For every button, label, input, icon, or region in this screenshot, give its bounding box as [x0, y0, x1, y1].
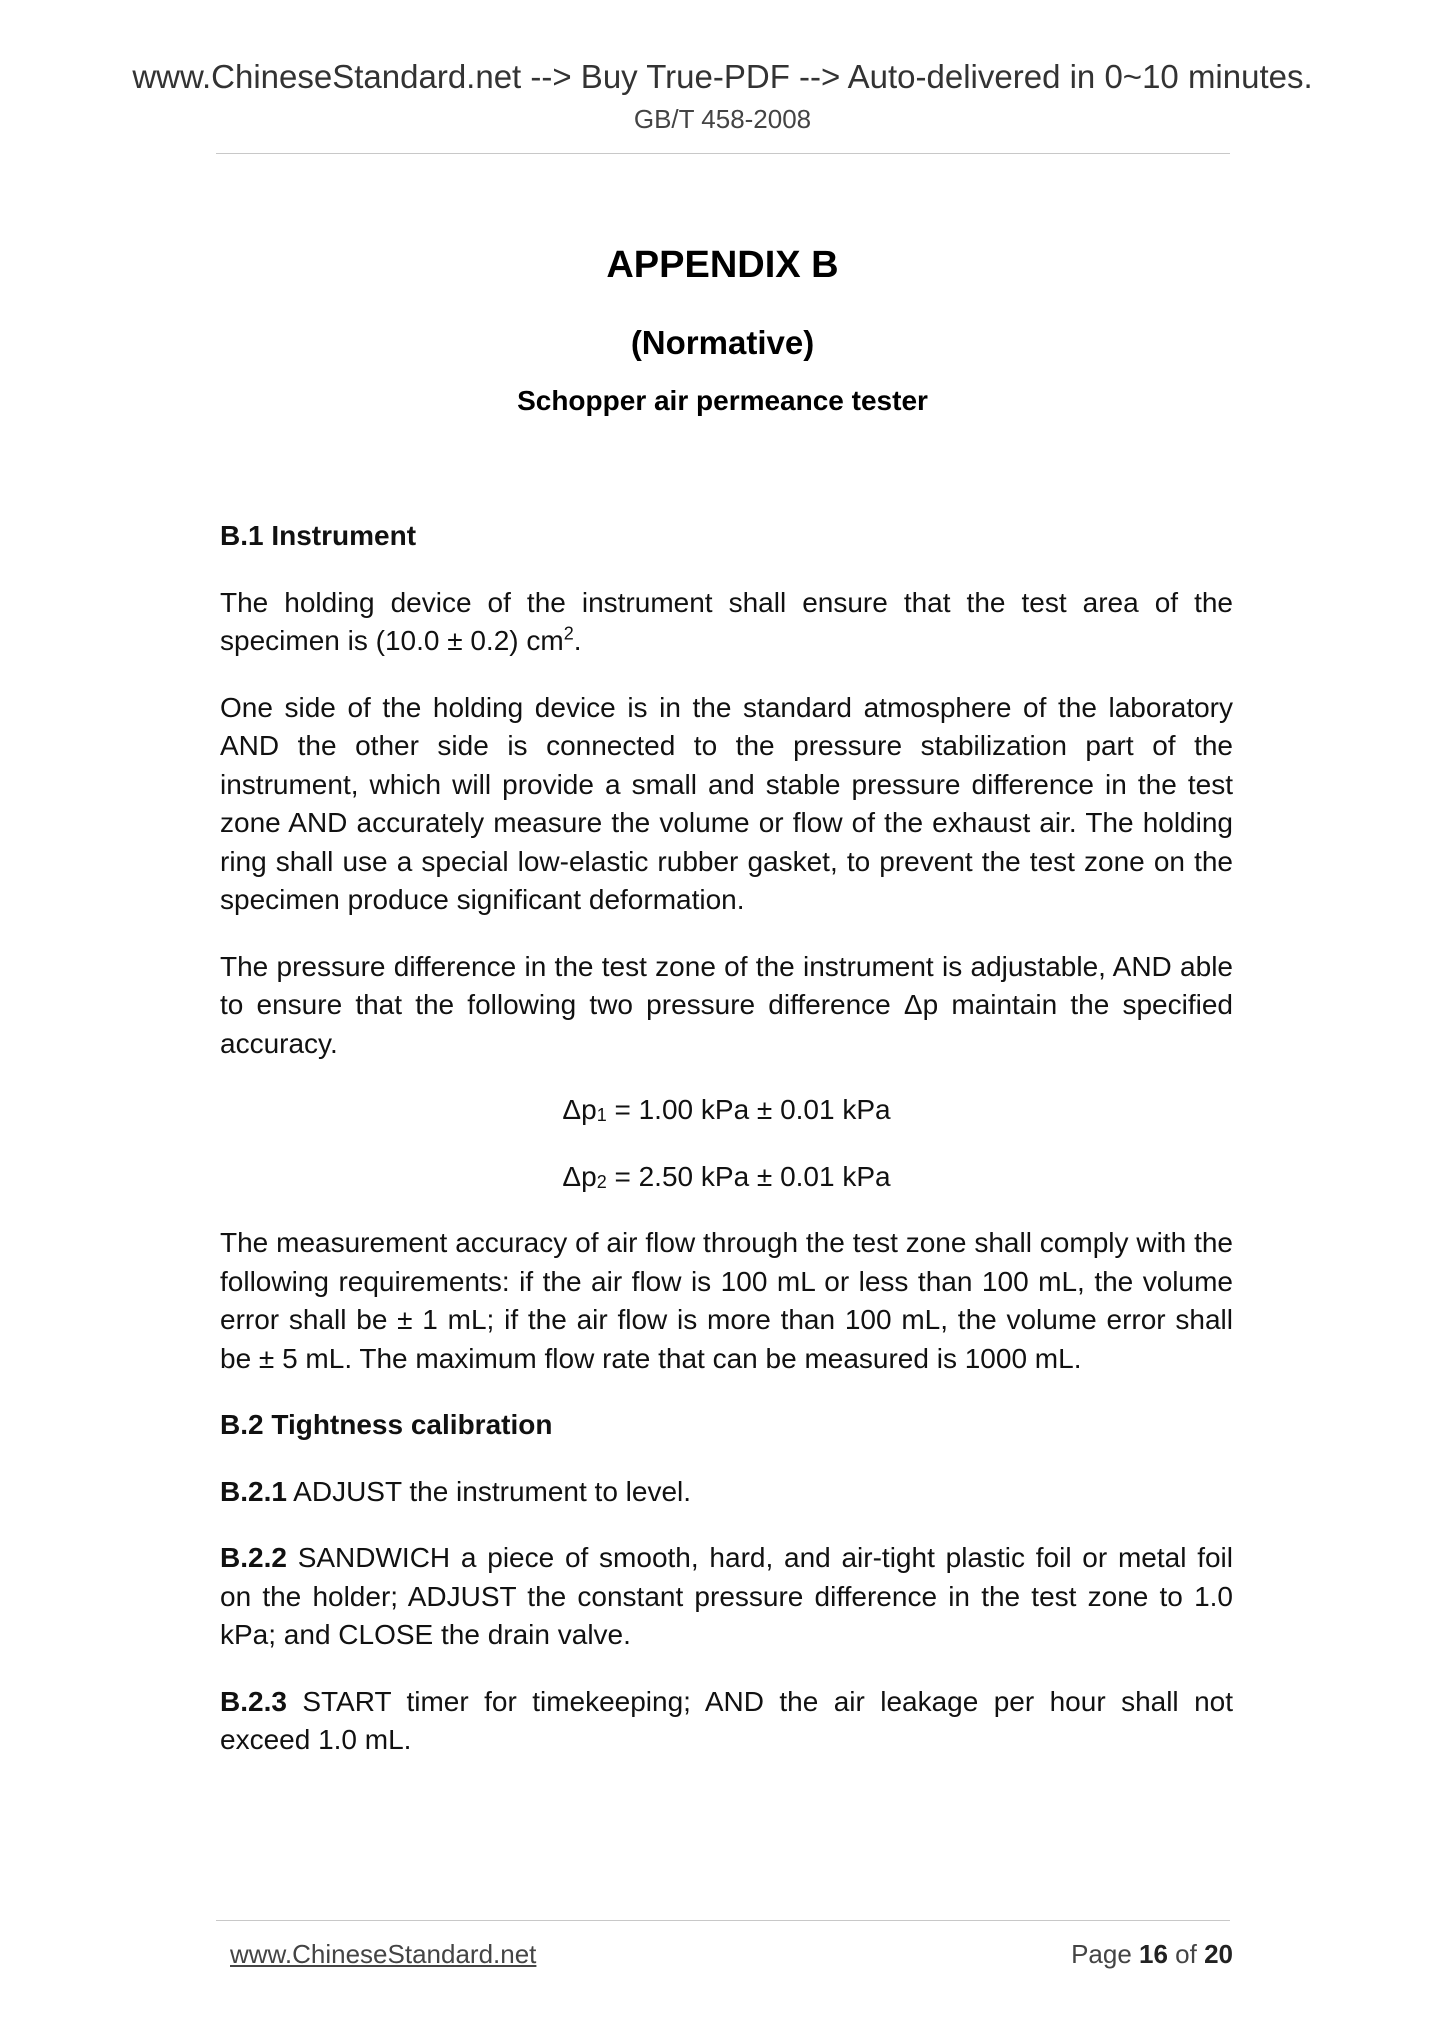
page-label: Page	[1071, 1939, 1140, 1969]
standard-number: GB/T 458-2008	[633, 104, 812, 134]
section-heading-b1: B.1 Instrument	[220, 520, 417, 551]
clause-number: B.2.3	[220, 1685, 287, 1717]
clause-text: START timer for timekeeping; AND the air leakage per hour shall not exceed 1.0 mL.	[220, 1685, 1233, 1755]
paragraph-pressure-difference: The pressure difference in the test zone of the instrument is adjustable, AND able to ensure that the following two pressure difference Δp maintain the specified accuracy.	[220, 950, 1233, 1059]
paragraph-measurement-accuracy: The measurement accuracy of air flow through the test zone shall comply with the following requirements: if the air flow is 100 mL or less than 100 mL, the volume error shall be ± 1 mL; if the air flow is more than 100 mL, the volume error shall be ± 5 mL. The maximum flow rate that can be measured is 1000 mL.	[220, 1227, 1233, 1374]
page-indicator	[1071, 1939, 1233, 1970]
clause-b-2-1	[220, 1473, 1233, 1512]
appendix-title: APPENDIX B	[606, 244, 839, 286]
footer-divider	[216, 1920, 1230, 1921]
clause-text: SANDWICH a piece of smooth, hard, and air-tight plastic foil or metal foil on the holder; ADJUST the constant pressure difference in the test zone to 1.0 kPa; and CLOSE the drain valve.	[220, 1542, 1233, 1650]
paragraph-test-area-text: The holding device of the instrument shall ensure that the test area of the specimen is (10.0 ± 0.2) cm	[220, 586, 1233, 656]
superscript-2: 2	[563, 623, 574, 644]
clause-number: B.2.1	[220, 1475, 287, 1507]
formula-delta-p1-symbol: Δp	[562, 1094, 597, 1125]
paragraph-holding-device: One side of the holding device is in the standard atmosphere of the laboratory AND the other side is connected to the pressure stabilization part of the instrument, which will provide a small and stable pressure difference in the test zone AND accurately measure the volume or flow of the exhaust air. The holding ring shall use a special low-elastic rubber gasket, to prevent the test zone on the specimen produce significant deformation.	[220, 691, 1233, 915]
formula-delta-p2	[220, 1158, 1233, 1197]
formula-delta-p1	[220, 1091, 1233, 1130]
header-divider	[216, 153, 1230, 154]
formula-delta-p1-sub: 1	[596, 1105, 607, 1125]
header-banner: www.ChineseStandard.net --> Buy True-PDF --> Auto-delivered in 0~10 minutes.	[132, 58, 1313, 95]
paragraph-test-area	[220, 584, 1233, 661]
document-body	[220, 517, 1233, 1788]
paragraph-test-area-end: .	[573, 625, 582, 656]
page-number: 16	[1139, 1939, 1168, 1969]
footer-site-link[interactable]: www.ChineseStandard.net	[230, 1939, 537, 1969]
clause-number: B.2.2	[220, 1542, 287, 1573]
clause-text: ADJUST the instrument to level.	[286, 1475, 692, 1507]
appendix-name: Schopper air permeance tester	[517, 385, 928, 416]
clause-b-2-3	[220, 1683, 1233, 1760]
appendix-type: (Normative)	[630, 324, 815, 361]
clause-b-2-2	[220, 1539, 1233, 1655]
formula-delta-p1-expr: = 1.00 kPa ± 0.01 kPa	[606, 1094, 891, 1125]
formula-delta-p2-expr: = 2.50 kPa ± 0.01 kPa	[606, 1160, 891, 1192]
formula-delta-p2-sub: 2	[596, 1171, 607, 1192]
page-total: 20	[1204, 1939, 1233, 1969]
formula-delta-p2-symbol: Δp	[562, 1160, 597, 1192]
section-heading-b2: B.2 Tightness calibration	[220, 1409, 553, 1440]
page-of-label: of	[1167, 1939, 1205, 1969]
